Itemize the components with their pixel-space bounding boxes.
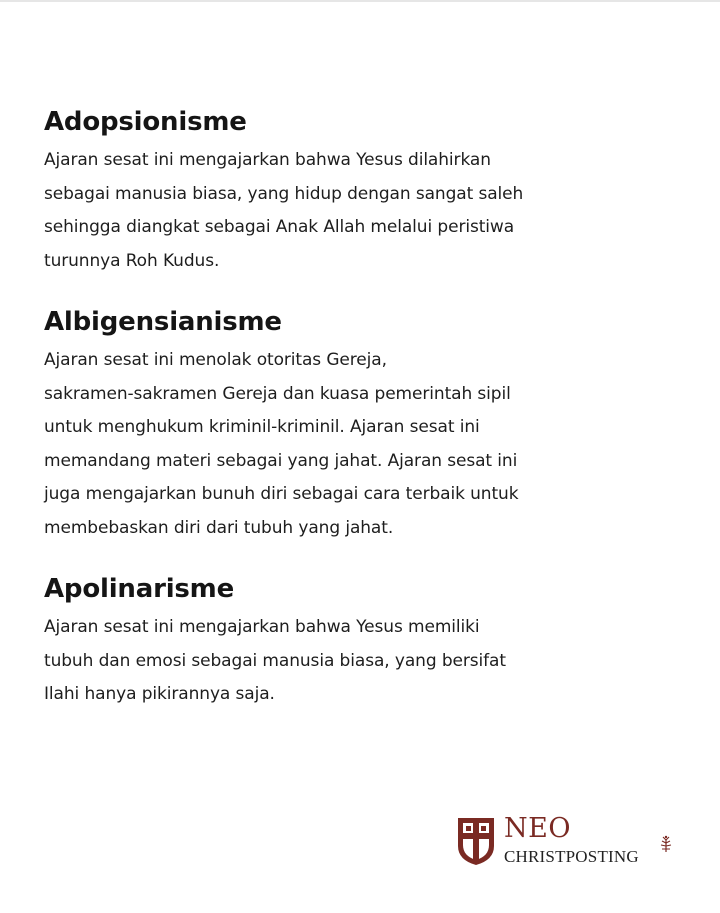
entry-term: Apolinarisme [44,574,235,604]
description-line: sehingga diangkat sebagai Anak Allah melalui peristiwa [44,217,515,237]
entry-description [44,144,684,278]
entry-description [44,611,684,712]
description-line: Ajaran sesat ini menolak otoritas Gereja, [44,350,387,370]
description-line: membebaskan diri dari tubuh yang jahat. [44,517,394,538]
entry-term: Albigensianisme [44,307,282,337]
description-line: sebagai manusia biasa, yang hidup dengan sangat saleh [44,183,524,204]
description-line: turunnya Roh Kudus. [44,250,220,271]
description-line: juga mengajarkan bunuh diri sebagai cara terbaik untuk [44,484,519,504]
entry-albigensianisme [44,300,684,545]
brand-name: NEO [504,813,571,844]
description-line: tubuh dan emosi sebagai manusia biasa, yang bersifat [44,650,506,671]
article-body [44,100,684,712]
description-line: untuk menghukum kriminil-kriminil. Ajaran sesat ini [44,417,480,437]
entry-adopsionisme [44,100,684,278]
entry-term: Adopsionisme [44,107,247,137]
description-line: Ajaran sesat ini mengajarkan bahwa Yesus dilahirkan [44,150,491,170]
entry-description [44,344,684,545]
description-line: memandang materi sebagai yang jahat. Ajaran sesat ini [44,450,518,471]
brand-subtitle: CHRISTPOSTING [504,847,639,866]
entry-apolinarisme [44,567,684,712]
description-line: Ilahi hanya pikirannya saja. [44,684,275,704]
brand-logo [456,814,686,870]
description-line: Ajaran sesat ini mengajarkan bahwa Yesus memiliki [44,617,480,637]
top-border [0,0,720,2]
description-line: sakramen-sakramen Gereja dan kuasa pemerintah sipil [44,383,511,404]
sprig-icon [656,834,676,854]
shield-cross-icon [456,816,496,866]
